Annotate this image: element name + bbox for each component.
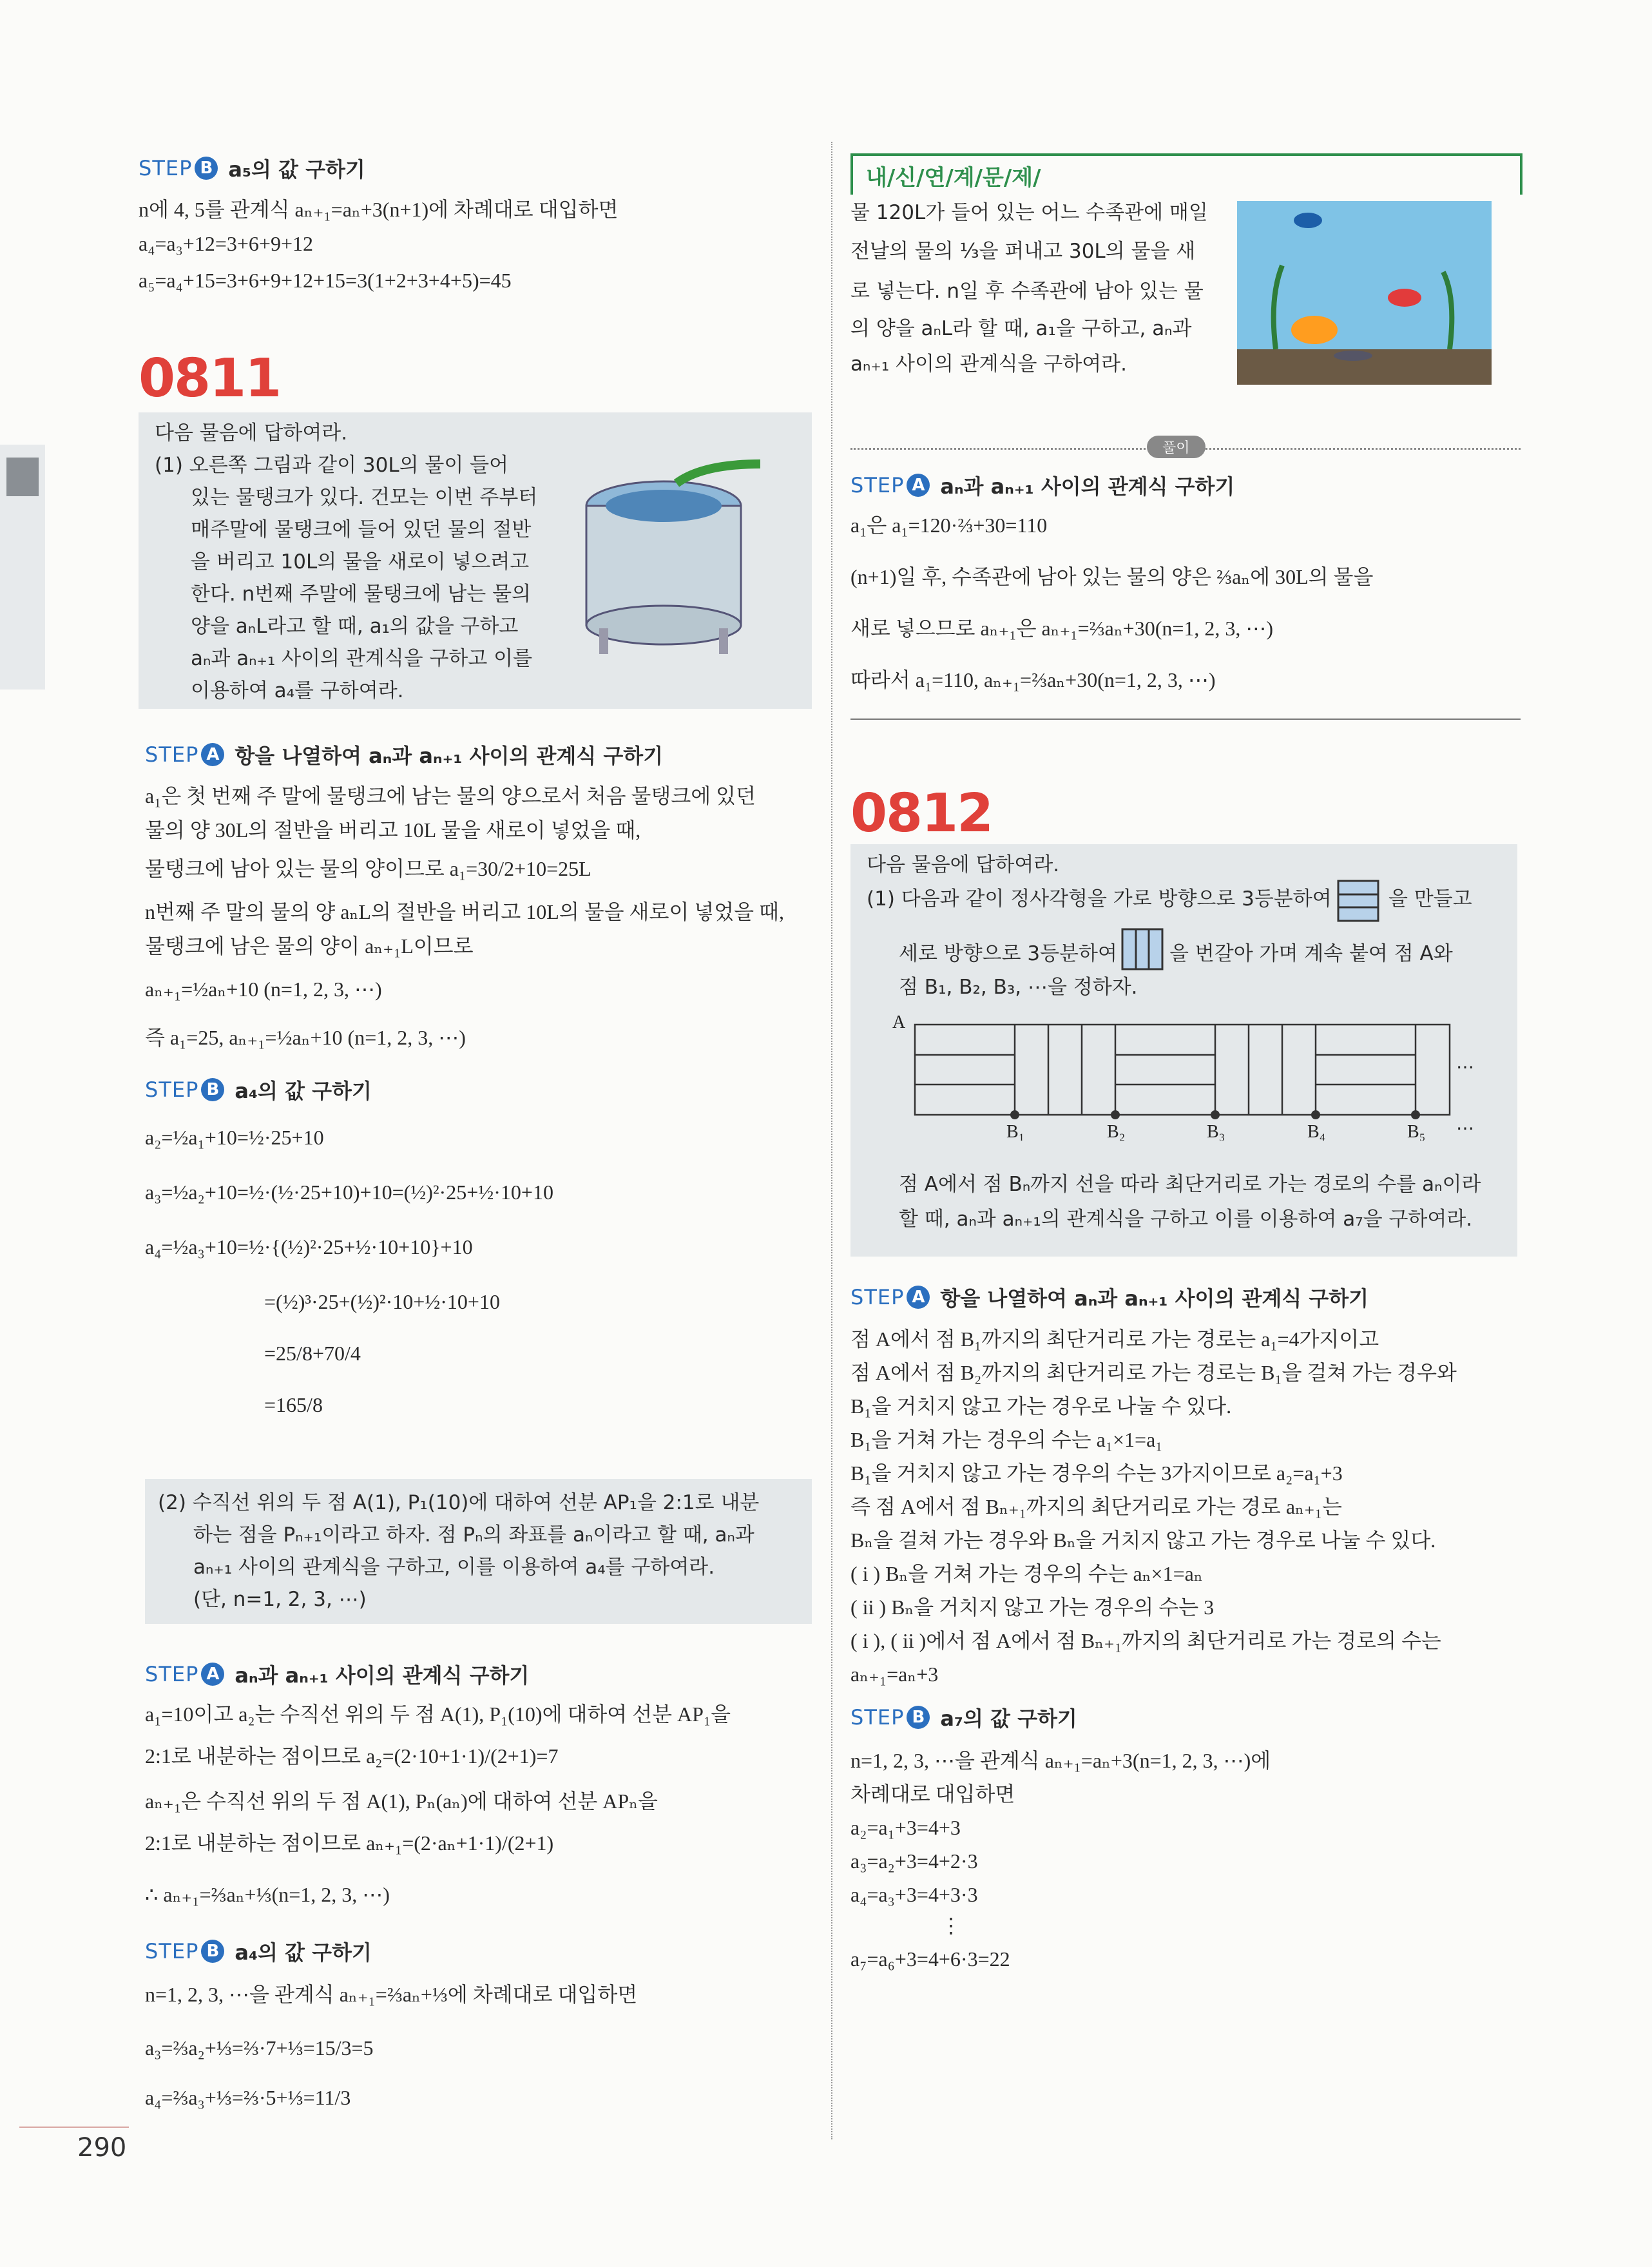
text-line: n=1, 2, 3, ⋯을 관계식 aₙ₊₁=⅔aₙ+⅓에 차례대로 대입하면 (145, 1983, 638, 2006)
chapter-side-marker (6, 458, 39, 496)
question-line: 할 때, aₙ과 aₙ₊₁의 관계식을 구하고 이를 이용하여 a₇을 구하여라. (899, 1208, 1473, 1231)
water-tank-illustration (573, 445, 780, 664)
column-divider (831, 142, 832, 2139)
step-a-header-naesin: STEP A aₙ과 aₙ₊₁ 사이의 관계식 구하기 (850, 473, 1235, 499)
text-line: a₇=a₆+3=4+6·3=22 (850, 1947, 1010, 1971)
text-line: 새로 넣으므로 aₙ₊₁은 aₙ₊₁=⅔aₙ+30(n=1, 2, 3, ⋯) (850, 617, 1274, 640)
related-problem-title: 내/신/연/계/문/제/ (866, 165, 1041, 191)
text-line: a₄=½a₃+10=½·{(½)²·25+½·10+10}+10 (145, 1235, 473, 1259)
text-line: ( ii ) Bₙ을 거치지 않고 가는 경우의 수는 3 (850, 1596, 1215, 1619)
question-line: 양을 aₙL라고 할 때, a₁의 값을 구하고 (191, 615, 519, 638)
text-line: 점 A에서 점 B₂까지의 최단거리로 가는 경로는 B₁을 걸쳐 가는 경우와 (850, 1361, 1457, 1384)
step-b-header-0812: STEP B a₇의 값 구하기 (850, 1705, 1077, 1731)
text-line: 2:1로 내분하는 점이므로 aₙ₊₁=(2·aₙ+1·1)/(2+1) (145, 1831, 554, 1855)
question-line: 하는 점을 Pₙ₊₁이라고 하자. 점 Pₙ의 좌표를 aₙ이라고 할 때, aₙ과 (193, 1523, 754, 1547)
question-line: (1) 오른쪽 그림과 같이 30L의 물이 들어 (155, 454, 509, 477)
step-b2-header-0811: STEP B a₄의 값 구하기 (145, 1939, 372, 1965)
text-line: a₄=a₃+12=3+6+9+12 (139, 232, 313, 255)
text-line: 물탱크에 남은 물의 양이 aₙ₊₁L이므로 (145, 934, 474, 958)
text-line: n=1, 2, 3, ⋯을 관계식 aₙ₊₁=aₙ+3(n=1, 2, 3, ⋯)에 (850, 1749, 1271, 1772)
text-line: 즉 a₁=25, aₙ₊₁=½aₙ+10 (n=1, 2, 3, ⋯) (145, 1026, 466, 1049)
section-separator (850, 719, 1521, 720)
step-a2-header-0811: STEP A aₙ과 aₙ₊₁ 사이의 관계식 구하기 (145, 1662, 530, 1688)
text-line: a₃=½a₂+10=½·(½·25+10)+10=(½)²·25+½·10+10 (145, 1181, 553, 1204)
question-line: 한다. n번째 주말에 물탱크에 남는 물의 (191, 583, 531, 606)
question-line: aₙ₊₁ 사이의 관계식을 구하고, 이를 이용하여 a₄를 구하여라. (193, 1556, 715, 1579)
text-line: a₂=a₁+3=4+3 (850, 1816, 961, 1839)
step-b-header-0811: STEP B a₄의 값 구하기 (145, 1077, 372, 1103)
question-line: 세로 방향으로 3등분하여 (899, 942, 1117, 965)
point-b5-label: B₅ (1407, 1122, 1426, 1141)
problem-number-0811: 0811 (139, 348, 281, 409)
text-line: ( i ), ( ii )에서 점 A에서 점 Bₙ₊₁까지의 최단거리로 가는 경로의 수는 (850, 1629, 1441, 1652)
text-line: 차례대로 대입하면 (850, 1782, 1015, 1806)
text-line: 점 A에서 점 B₁까지의 최단거리로 가는 경로는 a₁=4가지이고 (850, 1327, 1379, 1351)
text-line: aₙ₊₁=aₙ+3 (850, 1663, 939, 1686)
solution-label: 풀이 (1147, 436, 1205, 458)
point-b3-label: B₃ (1207, 1122, 1225, 1141)
horizontal-split-square-icon (1337, 880, 1379, 922)
text-line: =165/8 (264, 1393, 323, 1416)
text-line: B₁을 거쳐 가는 경우의 수는 a₁×1=a₁ (850, 1428, 1163, 1451)
point-b4-label: B₄ (1307, 1122, 1326, 1141)
question-line: 점 A에서 점 Bₙ까지 선을 따라 최단거리로 가는 경로의 수를 aₙ이라 (899, 1173, 1481, 1196)
question-line: 다음 물음에 답하여라. (867, 853, 1060, 876)
text-line: ( i ) Bₙ을 거쳐 가는 경우의 수는 aₙ×1=aₙ (850, 1562, 1203, 1585)
text-line: n에 4, 5를 관계식 aₙ₊₁=aₙ+3(n+1)에 차례대로 대입하면 (139, 198, 619, 221)
question-line: 점 B₁, B₂, B₃, ⋯을 정하자. (899, 976, 1138, 999)
text-line: a₄=⅔a₃+⅓=⅔·5+⅓=11/3 (145, 2086, 351, 2109)
text-line: a₅=a₄+15=3+6+9+12+15=3(1+2+3+4+5)=45 (139, 269, 512, 292)
text-line: (n+1)일 후, 수족관에 남아 있는 물의 양은 ⅔aₙ에 30L의 물을 (850, 565, 1374, 588)
text-line: ⋮ (941, 1914, 961, 1937)
text-line: Bₙ을 걸쳐 가는 경우와 Bₙ을 거치지 않고 가는 경우로 나눌 수 있다. (850, 1529, 1436, 1552)
text-line: a₃=a₂+3=4+2·3 (850, 1849, 978, 1873)
question-line: 있는 물탱크가 있다. 건모는 이번 주부터 (191, 486, 538, 509)
text-line: 물의 양 30L의 절반을 버리고 10L 물을 새로이 넣었을 때, (145, 818, 641, 842)
text-line: 전날의 물의 ⅓을 퍼내고 30L의 물을 새 (850, 240, 1196, 263)
point-b1-label: B₁ (1006, 1122, 1025, 1141)
related-problem-header (850, 153, 1522, 195)
page-number: 290 (77, 2133, 127, 2163)
question-line: 이용하여 a₄를 구하여라. (191, 679, 404, 702)
question-line: 다음 물음에 답하여라. (155, 421, 348, 445)
step-a-header-0812: STEP A 항을 나열하여 aₙ과 aₙ₊₁ 사이의 관계식 구하기 (850, 1285, 1369, 1311)
step-b-header-top: STEP B a₅의 값 구하기 (139, 156, 365, 182)
text-line: B₁을 거치지 않고 가는 경우의 수는 3가지이므로 a₂=a₁+3 (850, 1461, 1343, 1485)
text-line: a₁은 첫 번째 주 말에 물탱크에 남는 물의 양으로서 처음 물탱크에 있던 (145, 784, 756, 807)
question-line: 을 번갈아 가며 계속 붙여 점 A와 (1169, 942, 1453, 965)
vertical-split-square-icon (1121, 928, 1164, 970)
text-line: a₃=⅔a₂+⅓=⅔·7+⅓=15/3=5 (145, 2036, 374, 2060)
text-line: a₁=10이고 a₂는 수직선 위의 두 점 A(1), P₁(10)에 대하여 선분 AP₁을 (145, 1703, 731, 1726)
solution-divider (850, 440, 1521, 456)
question-line: (단, n=1, 2, 3, ⋯) (193, 1588, 367, 1611)
text-line: 의 양을 aₙL라 할 때, a₁을 구하고, aₙ과 (850, 317, 1192, 340)
text-line: =(½)³·25+(½)²·10+½·10+10 (264, 1290, 500, 1313)
chapter-side-tab (0, 445, 45, 690)
grid-path-figure (889, 1012, 1508, 1141)
text-line: 즉 점 A에서 점 Bₙ₊₁까지의 최단거리로 가는 경로 aₙ₊₁는 (850, 1495, 1342, 1518)
figure-dots-top: ⋯ (1456, 1057, 1474, 1077)
text-line: 2:1로 내분하는 점이므로 a₂=(2·10+1·1)/(2+1)=7 (145, 1744, 559, 1768)
text-line: n번째 주 말의 물의 양 aₙL의 절반을 버리고 10L의 물을 새로이 넣었을 때, (145, 900, 784, 923)
problem-number-0812: 0812 (850, 783, 993, 844)
text-line: 물탱크에 남아 있는 물의 양이므로 a₁=30/2+10=25L (145, 857, 591, 880)
figure-dots-bottom: ⋯ (1456, 1119, 1474, 1139)
aquarium-illustration (1237, 201, 1492, 385)
text-line: B₁을 거치지 않고 가는 경우로 나눌 수 있다. (850, 1394, 1232, 1418)
point-b2-label: B₂ (1107, 1122, 1126, 1141)
text-line: aₙ₊₁ 사이의 관계식을 구하여라. (850, 352, 1127, 376)
text-line: ∴ aₙ₊₁=⅔aₙ+⅓(n=1, 2, 3, ⋯) (145, 1883, 390, 1906)
text-line: a₄=a₃+3=4+3·3 (850, 1883, 978, 1906)
text-line: aₙ₊₁은 수직선 위의 두 점 A(1), Pₙ(aₙ)에 대하여 선분 APₙ을 (145, 1789, 658, 1813)
text-line: a₁은 a₁=120·⅔+30=110 (850, 514, 1048, 537)
question-line: 을 만들고 (1388, 887, 1472, 911)
text-line: 로 넣는다. n일 후 수족관에 남아 있는 물 (850, 280, 1204, 303)
question-line: 을 버리고 10L의 물을 새로이 넣으려고 (191, 550, 530, 574)
question-line: aₙ과 aₙ₊₁ 사이의 관계식을 구하고 이를 (191, 647, 533, 670)
point-a-label: A (892, 1012, 906, 1032)
text-line: 물 120L가 들어 있는 어느 수족관에 매일 (850, 201, 1208, 224)
question-line: (1) 다음과 같이 정사각형을 가로 방향으로 3등분하여 (867, 887, 1332, 911)
question-line: 매주말에 물탱크에 들어 있던 물의 절반 (191, 518, 532, 541)
text-line: 따라서 a₁=110, aₙ₊₁=⅔aₙ+30(n=1, 2, 3, ⋯) (850, 668, 1216, 691)
text-line: =25/8+70/4 (264, 1342, 361, 1365)
question-line: (2) 수직선 위의 두 점 A(1), P₁(10)에 대하여 선분 AP₁을 2:1로 내분 (158, 1491, 760, 1514)
page-number-rule (19, 2127, 129, 2128)
text-line: a₂=½a₁+10=½·25+10 (145, 1126, 324, 1149)
step-a-header-0811: STEP A 항을 나열하여 aₙ과 aₙ₊₁ 사이의 관계식 구하기 (145, 742, 664, 768)
text-line: aₙ₊₁=½aₙ+10 (n=1, 2, 3, ⋯) (145, 978, 382, 1001)
